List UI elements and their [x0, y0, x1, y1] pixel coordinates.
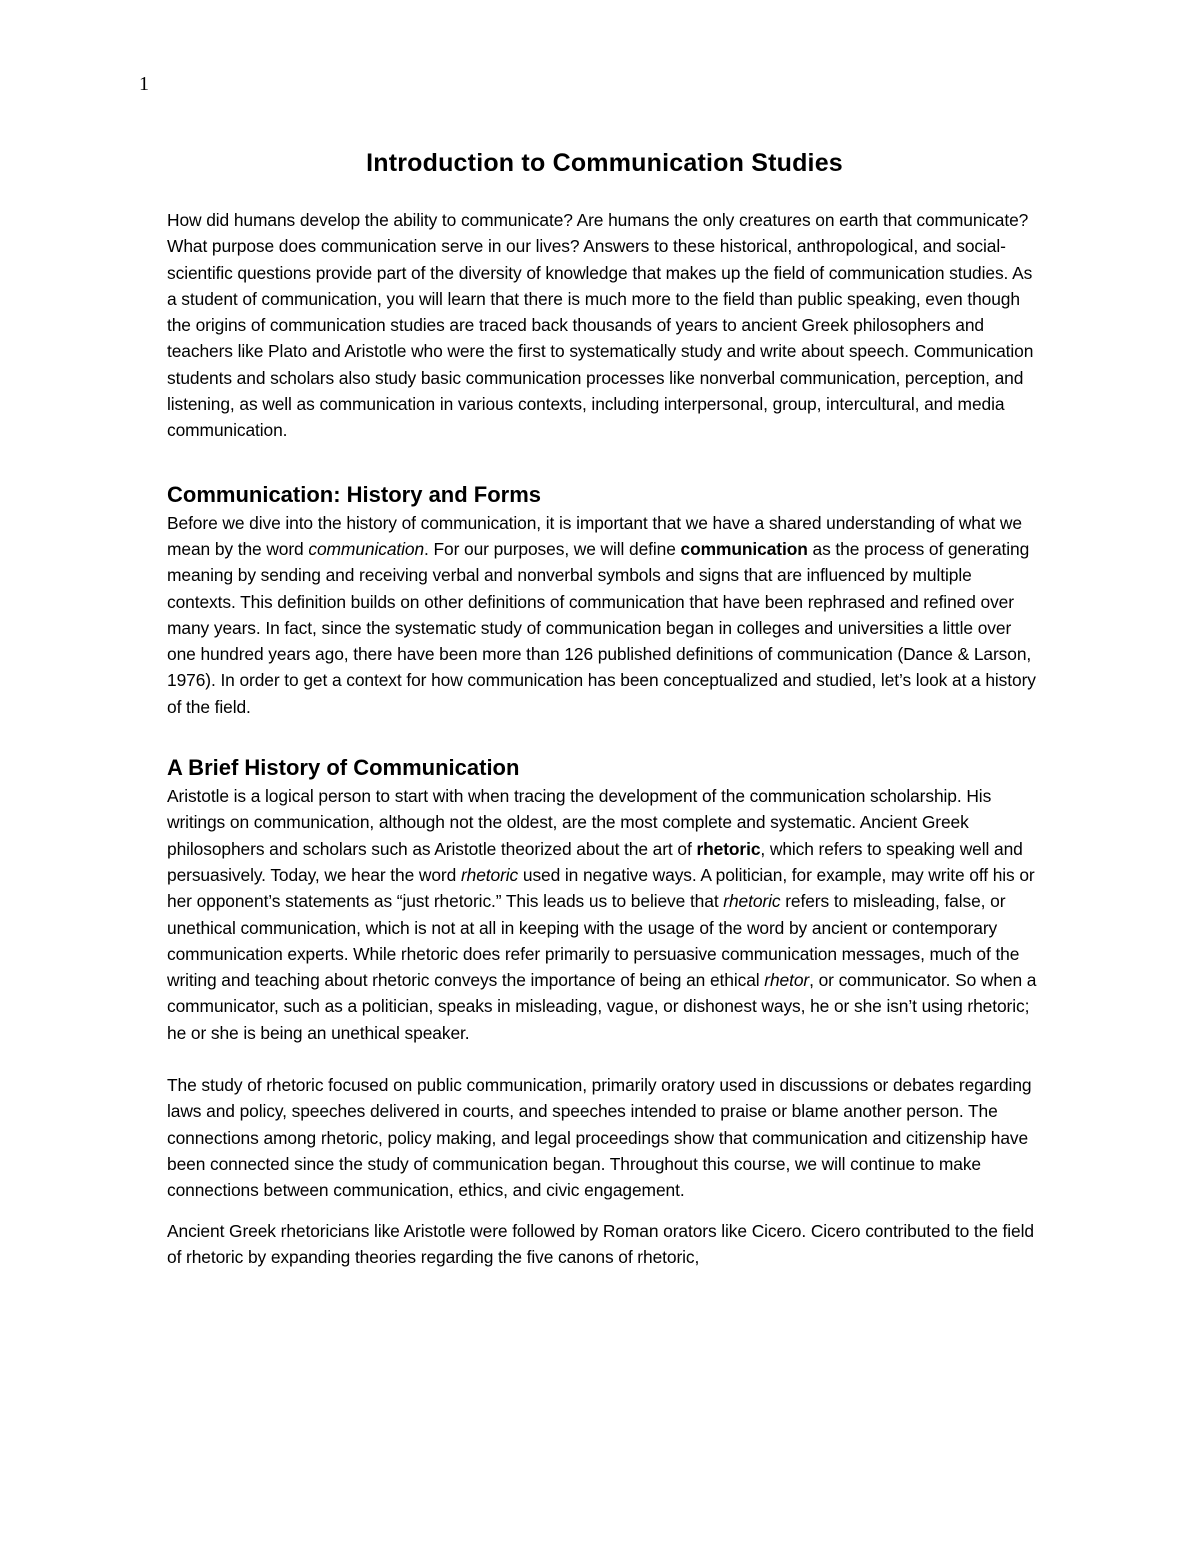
text-run: , which refers to speaking well and persuasively. Today, we hear the word	[167, 838, 1023, 885]
bold-term: rhetoric	[696, 838, 761, 859]
text-run: used in negative ways. A politician, for example, may write off his or her opponent’s statements as “just rhetoric.” This leads us to believe that	[167, 864, 1035, 912]
section2-paragraph-2: The study of rhetoric focused on public communication, primarily oratory used in discussions or debates regarding laws and policy, speeches delivered in courts, and speeches intended to praise or blame another person. The connections among rhetoric, policy making, and legal proceedings show that communication and citizenship have been connected since the study of communication began. Throughout this course, we will continue to make connections between communication, ethics, and civic engagement.	[167, 1075, 1032, 1201]
section2-paragraph-1	[167, 783, 1042, 1046]
document-title: Introduction to Communication Studies	[366, 149, 843, 177]
section-heading-brief-history: A Brief History of Communication	[167, 755, 520, 781]
text-run: refers to misleading, false, or unethical communication, which is not at all in keeping with the usage of the word by ancient or contemporary communication experts. While rhetoric does refer primarily to persuasive communication messages, much of the writing and teaching about rhetoric conveys the importance of being an ethical	[167, 891, 1020, 991]
italic-term: rhetoric	[460, 864, 519, 885]
section2-paragraph-3: Ancient Greek rhetoricians like Aristotle were followed by Roman orators like Cicero. Cicero contributed to the field of rhetoric by expanding theories regarding the five canons of rhetoric,	[167, 1220, 1034, 1267]
text-run: Aristotle is a logical person to start with when tracing the development of the communication scholarship. His writings on communication, although not the oldest, are the most complete and systematic. Ancient Greek philosophers and scholars such as Aristotle theorized about the art of	[167, 786, 992, 859]
document-body	[167, 145, 1042, 1270]
page-number: 1	[139, 73, 149, 95]
text-run: as the process of generating meaning by sending and receiving verbal and nonverbal symbols and signs that are influenced by multiple contexts. This definition builds on other definitions of communication that have been rephrased and refined over many years. In fact, since the systematic study of communication began in colleges and universities a little over one hundred years ago, there have been more than 126 published definitions of communication (Dance & Larson, 1976). In order to get a context for how communication has been conceptualized and studied, let’s look at a history of the field.	[167, 538, 1036, 717]
italic-term: communication	[308, 538, 425, 559]
text-run: . For our purposes, we will define	[424, 538, 681, 559]
section1-paragraph	[167, 510, 1042, 720]
text-run: Before we dive into the history of communication, it is important that we have a shared understanding of what we mean by the word	[167, 512, 1022, 559]
italic-term: rhetoric	[723, 891, 781, 912]
section-heading-history-and-forms: Communication: History and Forms	[167, 481, 542, 507]
italic-term: rhetor	[764, 970, 810, 991]
text-run: , or communicator. So when a communicator, such as a politician, speaks in misleading, vague, or dishonest ways, he or she isn’t using rhetoric; he or she is being an unethical speaker.	[167, 970, 1037, 1043]
intro-paragraph: How did humans develop the ability to communicate? Are humans the only creatures on earth that communicate? What purpose does communication serve in our lives? Answers to these historical, anthropological, and social-scientific questions provide part of the diversity of knowledge that makes up the field of communication studies. As a student of communication, you will learn that there is much more to the field than public speaking, even though the origins of communication studies are traced back thousands of years to ancient Greek philosophers and teachers like Plato and Aristotle who were the first to systematically study and write about speech. Communication students and scholars also study basic communication processes like nonverbal communication, perception, and listening, as well as communication in various contexts, including interpersonal, group, intercultural, and media communication.	[167, 210, 1034, 441]
bold-term: communication	[680, 538, 808, 559]
